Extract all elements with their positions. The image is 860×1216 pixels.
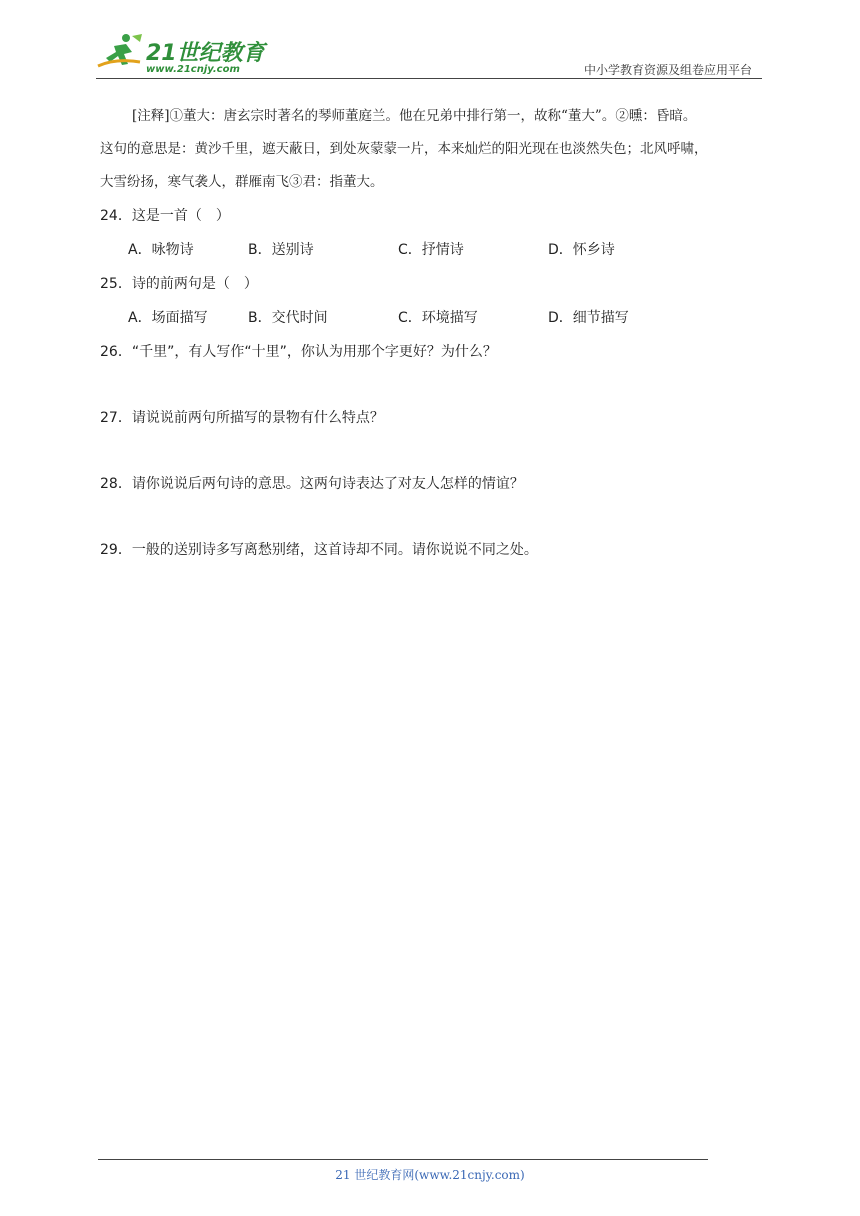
note-line-1: [注释]①董大：唐玄宗时著名的琴师董庭兰。他在兄弟中排行第一，故称“董大”。②曛：昏暗。 [132,108,697,124]
platform-tagline: 中小学教育资源及组卷应用平台 [583,63,752,77]
option-b[interactable]: B．送别诗 [248,242,314,258]
option-c[interactable]: C．环境描写 [398,310,478,326]
option-a[interactable]: A．场面描写 [128,310,208,326]
question-24-options [100,233,770,267]
option-d[interactable]: D．细节描写 [548,310,629,326]
option-c[interactable]: C．抒情诗 [398,242,464,258]
question-26: 26．“千里”，有人写作“十里”，你认为用那个字更好？为什么？ [100,344,497,360]
question-25-options [100,301,770,335]
logo-url: www.21cnjy.com [146,64,240,75]
question-28: 28．请你说说后两句诗的意思。这两句诗表达了对友人怎样的情谊？ [100,476,524,492]
question-24: 24．这是一首（ ） [100,208,230,224]
answer-space [100,369,770,401]
document-body [100,100,770,567]
note-line-2: 这句的意思是：黄沙千里，遮天蔽日，到处灰蒙蒙一片，本来灿烂的阳光现在也淡然失色；北风呼啸， [100,141,708,157]
header-divider [96,78,762,79]
option-b[interactable]: B．交代时间 [248,310,328,326]
page-header [96,30,762,78]
footer-divider [98,1159,708,1160]
question-27: 27．请说说前两句所描写的景物有什么特点？ [100,410,384,426]
option-a[interactable]: A．咏物诗 [128,242,194,258]
footer-link[interactable]: 21 世纪教育网(www.21cnjy.com) [335,1168,525,1182]
note-line-3: 大雪纷扬，寒气袭人，群雁南飞③君：指董大。 [100,174,384,190]
answer-space [100,501,770,533]
option-d[interactable]: D．怀乡诗 [548,242,615,258]
question-29: 29．一般的送别诗多写离愁别绪，这首诗却不同。请你说说不同之处。 [100,542,538,558]
runner-logo-icon [96,32,144,72]
site-logo[interactable] [96,30,276,76]
question-25: 25．诗的前两句是（ ） [100,276,258,292]
answer-space [100,435,770,467]
logo-text: 21世纪教育 [146,41,265,66]
